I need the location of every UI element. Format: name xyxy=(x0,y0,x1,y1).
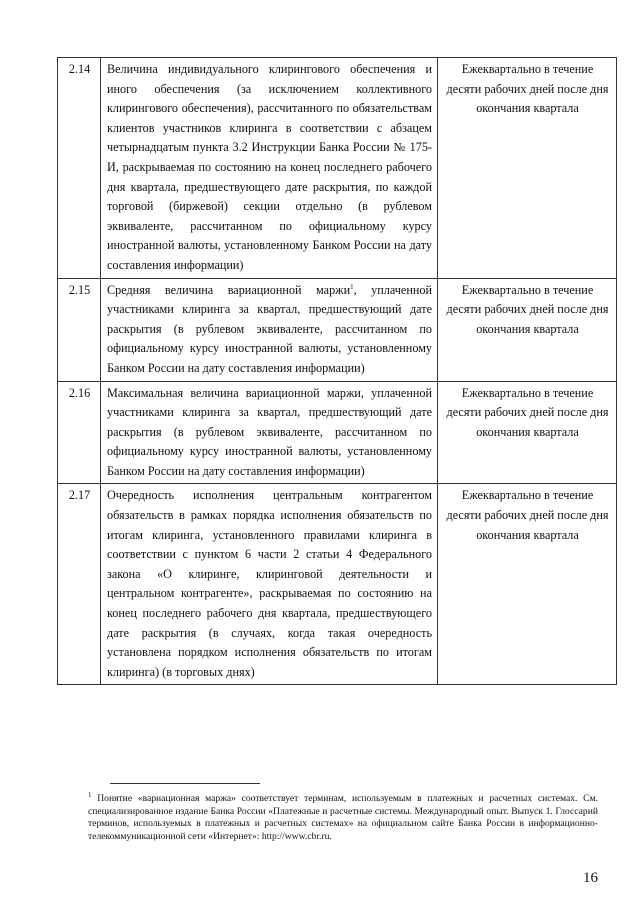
disclosure-table xyxy=(57,57,617,685)
row-description: Очередность исполнения центральным контрагентом обязательств в рамках порядка исполнения обязательств по итогам клиринга, установленного правилами клиринга в соответствии с пунктом 6 части 2 статьи 4 Федерального закона «О клиринге, клиринговой деятельности и центральном контрагенте», раскрываемая по состоянию на конец последнего рабочего дня квартала, предшествующего дате раскрытия (в случаях, когда такая очередность установлена порядком исполнения обязательств по итогам клиринга) (в торговых днях) xyxy=(101,484,438,685)
description-text: , уплаченной участниками клиринга за квартал, предшествующий дате раскрытия (в рублевом эквиваленте, рассчитанном по официальному курсу иностранной валюты, установленному Банком России на дату составления информации) xyxy=(107,282,432,375)
row-description: Максимальная величина вариационной маржи, уплаченной участниками клиринга за квартал, предшествующий дате раскрытия (в рублевом эквиваленте, рассчитанном по официальному курсу иностранной валюты, установленному Банком России на дату составления информации) xyxy=(101,381,438,484)
table-row xyxy=(58,278,617,381)
row-number: 2.16 xyxy=(58,381,101,484)
row-period: Ежеквартально в течение десяти рабочих дней после дня окончания квартала xyxy=(438,381,617,484)
table-row xyxy=(58,484,617,685)
row-number: 2.17 xyxy=(58,484,101,685)
footnote-reference: 1 xyxy=(350,282,354,291)
footnote-marker: 1 xyxy=(88,790,92,799)
page-number: 16 xyxy=(583,870,598,886)
footnote-text: Понятие «вариационная маржа» соответствует терминам, используемым в платежных и расчетных системах. См. специализированное издание Банка России «Платежные и расчетные системы. Международный опыт. Выпуск 1. Глоссарий терминов, используемых в платежных и расчетных системах» на официальном сайте Банка России в информационно-телекоммуникационной сети «Интернет»: http://www.cbr.ru. xyxy=(88,793,598,842)
row-period: Ежеквартально в течение десяти рабочих дней после дня окончания квартала xyxy=(438,278,617,381)
table-row xyxy=(58,381,617,484)
row-number: 2.15 xyxy=(58,278,101,381)
row-period: Ежеквартально в течение десяти рабочих дней после дня окончания квартала xyxy=(438,58,617,279)
row-description: Величина индивидуального клирингового обеспечения и иного обеспечения (за исключением коллективного клирингового обеспечения), рассчитанного по обязательствам клиентов участников клиринга в соответствии с абзацем четырнадцатым пункта 3.2 Инструкции Банка России № 175-И, раскрываемая по состоянию на конец последнего рабочего дня квартала, предшествующего дате раскрытия, по каждой торговой (биржевой) секции отдельно (в рублевом эквиваленте, рассчитанном по официальному курсу иностранной валюты, установленному Банком России на дату составления информации) xyxy=(101,58,438,279)
footnote xyxy=(88,790,598,843)
description-text: Средняя величина вариационной маржи xyxy=(107,282,351,297)
footnote-separator xyxy=(110,783,260,784)
row-period: Ежеквартально в течение десяти рабочих дней после дня окончания квартала xyxy=(438,484,617,685)
row-number: 2.14 xyxy=(58,58,101,279)
table-row xyxy=(58,58,617,279)
row-description xyxy=(101,278,438,381)
